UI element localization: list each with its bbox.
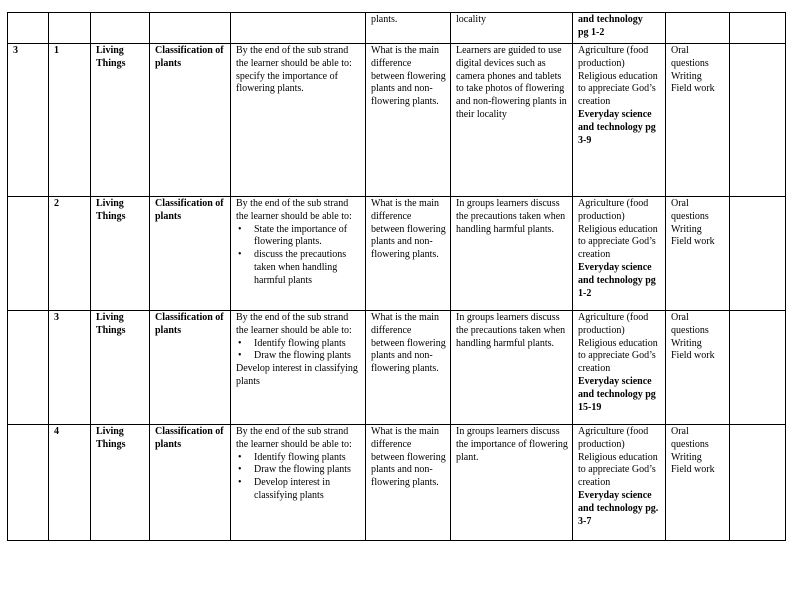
assessment-method: Oral questions	[671, 45, 709, 69]
remarks-cell	[730, 311, 786, 425]
week-cell	[8, 311, 49, 425]
activities-cell: In groups learners discuss the precautions taken when handling harmful plants.	[451, 197, 573, 311]
assessment-cell	[666, 13, 730, 44]
assessment-cell	[666, 311, 730, 425]
activities-cell: In groups learners discuss the importance of flowering plant.	[451, 425, 573, 541]
assessment-method: Writing	[671, 451, 702, 463]
week-cell	[8, 425, 49, 541]
strand-cell: Living Things	[91, 425, 150, 541]
lesson-cell: 1	[49, 44, 91, 197]
outcomes-intro: By the end of the sub strand the learner should be able to:	[236, 426, 352, 450]
assessment-method: Writing	[671, 223, 702, 235]
outcome-item: • discuss the precautions taken when handling harmful plants	[254, 249, 361, 287]
resources-text: Everyday science and technology pg 3-9	[578, 108, 656, 146]
assessment-method: Oral questions	[671, 312, 709, 336]
outcomes-cell	[231, 13, 366, 44]
assessment-method: Writing	[671, 337, 702, 349]
assessment-method: Field work	[671, 350, 715, 362]
sub-strand-cell	[150, 13, 231, 44]
strand-cell	[91, 13, 150, 44]
table-row	[8, 197, 786, 311]
lesson-cell: 2	[49, 197, 91, 311]
assessment-method: Oral questions	[671, 426, 709, 450]
links-text: Agriculture (food production) Religious education to appreciate God’s creation	[578, 45, 658, 108]
key-inquiry-cell: What is the main difference between flowering plants and non-flowering plants.	[366, 311, 451, 425]
lesson-cell	[49, 13, 91, 44]
remarks-cell	[730, 197, 786, 311]
links-text: Agriculture (food production) Religious education to appreciate God’s creation	[578, 426, 658, 489]
outcomes-cell	[231, 425, 366, 541]
assessment-method: Oral questions	[671, 198, 709, 222]
week-cell	[8, 197, 49, 311]
week-cell	[8, 13, 49, 44]
outcome-item: • Identify flowing plants	[254, 338, 361, 351]
outcomes-list	[236, 338, 361, 364]
activities-cell: In groups learners discuss the precautions taken when handling harmful plants.	[451, 311, 573, 425]
sub-strand-cell: Classification of plants	[150, 44, 231, 197]
assessment-cell	[666, 197, 730, 311]
resources-text: Everyday science and technology pg. 3-7	[578, 489, 659, 527]
links-text: Agriculture (food production) Religious education to appreciate God’s creation	[578, 198, 658, 261]
resources-text: Everyday science and technology pg 1-2	[578, 261, 656, 299]
table-row-continued	[8, 13, 786, 44]
remarks-cell	[730, 44, 786, 197]
outcomes-extra: specify the importance of flowering plants.	[236, 70, 338, 95]
assessment-cell	[666, 44, 730, 197]
outcomes-cell	[231, 197, 366, 311]
lesson-cell: 4	[49, 425, 91, 541]
resources-text: Everyday science and technology pg 15-19	[578, 375, 656, 413]
table-row	[8, 311, 786, 425]
resources-cell	[573, 311, 666, 425]
resources-cell	[573, 13, 666, 44]
outcome-item: • Draw the flowing plants	[254, 464, 361, 477]
strand-cell: Living Things	[91, 44, 150, 197]
assessment-cell	[666, 425, 730, 541]
scheme-of-work-table	[7, 12, 786, 541]
outcomes-intro: By the end of the sub strand the learner should be able to:	[236, 312, 352, 336]
sub-strand-cell: Classification of plants	[150, 197, 231, 311]
remarks-cell	[730, 13, 786, 44]
outcome-item: • Identify flowing plants	[254, 452, 361, 465]
resources-line: pg 1-2	[578, 26, 605, 38]
assessment-method: Writing	[671, 70, 702, 82]
activities-cell: Learners are guided to use digital devices such as camera phones and tablets to take photos of flowering and non-flowering plants in their locality	[451, 44, 573, 197]
sub-strand-cell: Classification of plants	[150, 425, 231, 541]
week-cell: 3	[8, 44, 49, 197]
table-row	[8, 44, 786, 197]
activities-cell: locality	[451, 13, 573, 44]
outcome-item: • Develop interest in classifying plants	[254, 477, 361, 503]
key-inquiry-cell: What is the main difference between flowering plants and non-flowering plants.	[366, 425, 451, 541]
outcome-item: • State the importance of flowering plants.	[254, 224, 361, 250]
lesson-cell: 3	[49, 311, 91, 425]
table-row	[8, 425, 786, 541]
outcomes-extra: Develop interest in classifying plants	[236, 363, 358, 387]
assessment-method: Field work	[671, 464, 715, 476]
resources-cell	[573, 425, 666, 541]
resources-cell	[573, 197, 666, 311]
outcome-item: • Draw the flowing plants	[254, 350, 361, 363]
key-inquiry-cell: plants.	[366, 13, 451, 44]
outcomes-list	[236, 224, 361, 288]
outcomes-list	[236, 452, 361, 503]
outcomes-cell	[231, 311, 366, 425]
outcomes-intro: By the end of the sub strand the learner should be able to:	[236, 45, 352, 69]
resources-line: and technology	[578, 14, 643, 25]
key-inquiry-cell: What is the main difference between flowering plants and non-flowering plants.	[366, 197, 451, 311]
resources-cell	[573, 44, 666, 197]
links-text: Agriculture (food production) Religious education to appreciate God’s creation	[578, 312, 658, 375]
strand-cell: Living Things	[91, 311, 150, 425]
key-inquiry-cell: What is the main difference between flowering plants and non-flowering plants.	[366, 44, 451, 197]
assessment-method: Field work	[671, 236, 715, 248]
assessment-method: Field work	[671, 83, 715, 95]
strand-cell: Living Things	[91, 197, 150, 311]
sub-strand-cell: Classification of plants	[150, 311, 231, 425]
outcomes-cell	[231, 44, 366, 197]
outcomes-intro: By the end of the sub strand the learner should be able to:	[236, 198, 352, 222]
remarks-cell	[730, 425, 786, 541]
